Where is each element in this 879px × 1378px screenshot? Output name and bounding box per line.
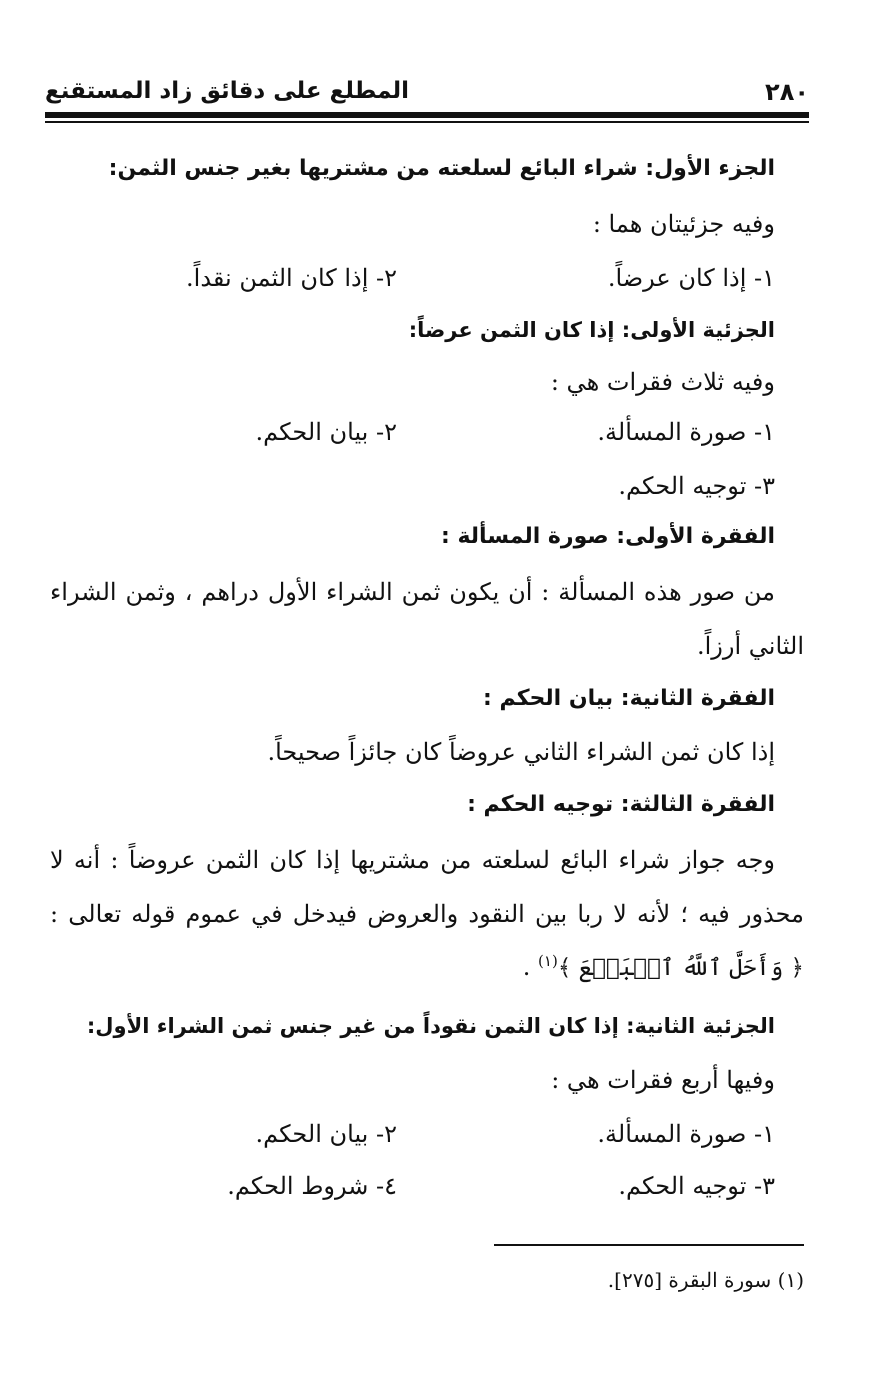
sub1-intro: وفيه ثلاث فقرات هي : [550,368,775,396]
footnote-marker: (١) [538,952,558,970]
quran-verse: ﴿ وَأَحَلَّ ٱللَّهُ ٱلۡبَيۡعَ ﴾ [557,955,804,981]
part1-item-1: ١- إذا كان عرضاً. [607,264,775,292]
sub1-heading: الجزئية الأولى: إذا كان الثمن عرضاً: [408,318,775,342]
quran-line-end: . [522,953,539,981]
para3-heading: الفقرة الثالثة: توجيه الحكم : [467,792,775,817]
para1-line-1: من صور هذه المسألة : أن يكون ثمن الشراء الأول دراهم ، وثمن الشراء [50,578,775,606]
header-rule-thick [45,112,809,118]
sub1-item-2: ٢- بيان الحكم. [255,418,397,446]
sub2-item-3: ٣- توجيه الحكم. [618,1172,775,1200]
header-rule-thin [45,121,809,123]
para2-text: إذا كان ثمن الشراء الثاني عروضاً كان جائزاً صحيحاً. [267,738,775,766]
para3-line-1: وجه جواز شراء البائع لسلعته من مشتريها إذا كان الثمن عروضاً : أنه لا [50,846,776,874]
sub2-item-2: ٢- بيان الحكم. [255,1120,397,1148]
page-number: ٢٨٠ [765,78,809,106]
sub2-heading: الجزئية الثانية: إذا كان الثمن نقوداً من غير جنس ثمن الشراء الأول: [86,1014,775,1038]
part1-heading: الجزء الأول: شراء البائع لسلعته من مشتريها بغير جنس الثمن: [108,156,775,181]
sub1-item-3: ٣- توجيه الحكم. [618,472,775,500]
page-header [45,78,809,112]
footnote-separator [494,1244,804,1246]
part1-intro: وفيه جزئيتان هما : [592,210,775,238]
part1-item-2: ٢- إذا كان الثمن نقداً. [186,264,397,292]
footnote: (١) سورة البقرة [٢٧٥]. [607,1268,804,1292]
para1-heading: الفقرة الأولى: صورة المسألة : [441,524,775,549]
sub2-intro: وفيها أربع فقرات هي : [551,1066,775,1094]
running-title: المطلع على دقائق زاد المستقنع [45,78,410,104]
para1-line-2: الثاني أرزاً. [697,632,804,660]
sub1-item-1: ١- صورة المسألة. [597,418,775,446]
para2-heading: الفقرة الثانية: بيان الحكم : [483,686,775,711]
sub2-item-1: ١- صورة المسألة. [597,1120,775,1148]
para3-quran-line [523,952,804,981]
para3-line-2: محذور فيه ؛ لأنه لا ربا بين النقود والعروض فيدخل في عموم قوله تعالى : [50,900,804,928]
sub2-item-4: ٤- شروط الحكم. [227,1172,397,1200]
